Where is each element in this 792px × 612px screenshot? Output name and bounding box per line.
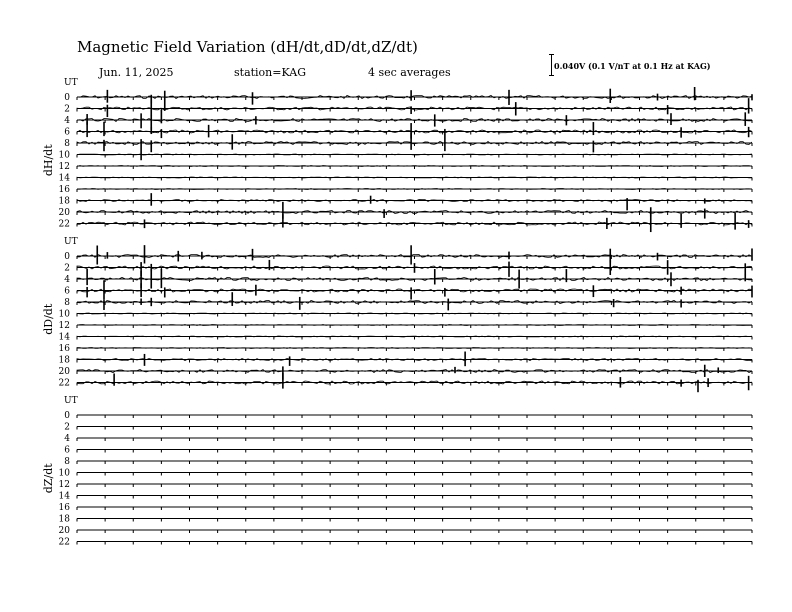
averaging-label: 4 sec averages: [368, 66, 451, 79]
hour-label: 8: [64, 457, 70, 467]
hour-label: 4: [64, 434, 70, 444]
hour-label: 16: [58, 185, 70, 195]
hour-label: 6: [64, 445, 70, 456]
hour-label: 18: [58, 355, 70, 366]
station-label: station=KAG: [234, 66, 306, 79]
hour-label: 10: [58, 309, 70, 320]
hour-label: 12: [58, 321, 70, 331]
hour-label: 4: [64, 275, 70, 285]
hour-label: 22: [58, 537, 70, 548]
hour-label: 2: [64, 104, 70, 115]
hour-label: 10: [58, 468, 70, 479]
hour-label: 8: [64, 298, 70, 308]
hour-label: 20: [58, 526, 70, 536]
hour-label: 16: [58, 344, 70, 354]
hour-label: 10: [58, 150, 70, 161]
hour-label: 12: [58, 480, 70, 490]
chart-title: Magnetic Field Variation (dH/dt,dD/dt,dZ/dt): [77, 38, 418, 56]
hour-label: 6: [64, 286, 70, 297]
hour-label: 18: [58, 196, 70, 207]
ut-label: UT: [64, 237, 78, 247]
scale-label: 0.040V (0.1 V/nT at 0.1 Hz at KAG): [554, 61, 711, 71]
hour-label: 14: [58, 332, 70, 343]
panel-label-1: dD/dt: [42, 303, 55, 335]
hour-label: 20: [58, 367, 70, 377]
date-label: Jun. 11, 2025: [99, 66, 174, 79]
hour-label: 0: [64, 411, 70, 421]
panel-label-0: dH/dt: [42, 144, 55, 177]
hour-label: 12: [58, 162, 70, 172]
hour-label: 16: [58, 503, 70, 513]
ut-label: UT: [64, 78, 78, 88]
hour-label: 22: [58, 219, 70, 230]
hour-label: 2: [64, 422, 70, 433]
hour-label: 6: [64, 127, 70, 138]
hour-label: 4: [64, 116, 70, 126]
hour-label: 18: [58, 514, 70, 525]
hour-label: 22: [58, 378, 70, 389]
hour-label: 8: [64, 139, 70, 149]
ut-label: UT: [64, 396, 78, 406]
hour-label: 2: [64, 263, 70, 274]
hour-label: 20: [58, 208, 70, 218]
hour-label: 14: [58, 173, 70, 184]
hour-label: 0: [64, 93, 70, 103]
panel-label-2: dZ/dt: [42, 463, 55, 494]
hour-label: 14: [58, 491, 70, 502]
hour-label: 0: [64, 252, 70, 262]
